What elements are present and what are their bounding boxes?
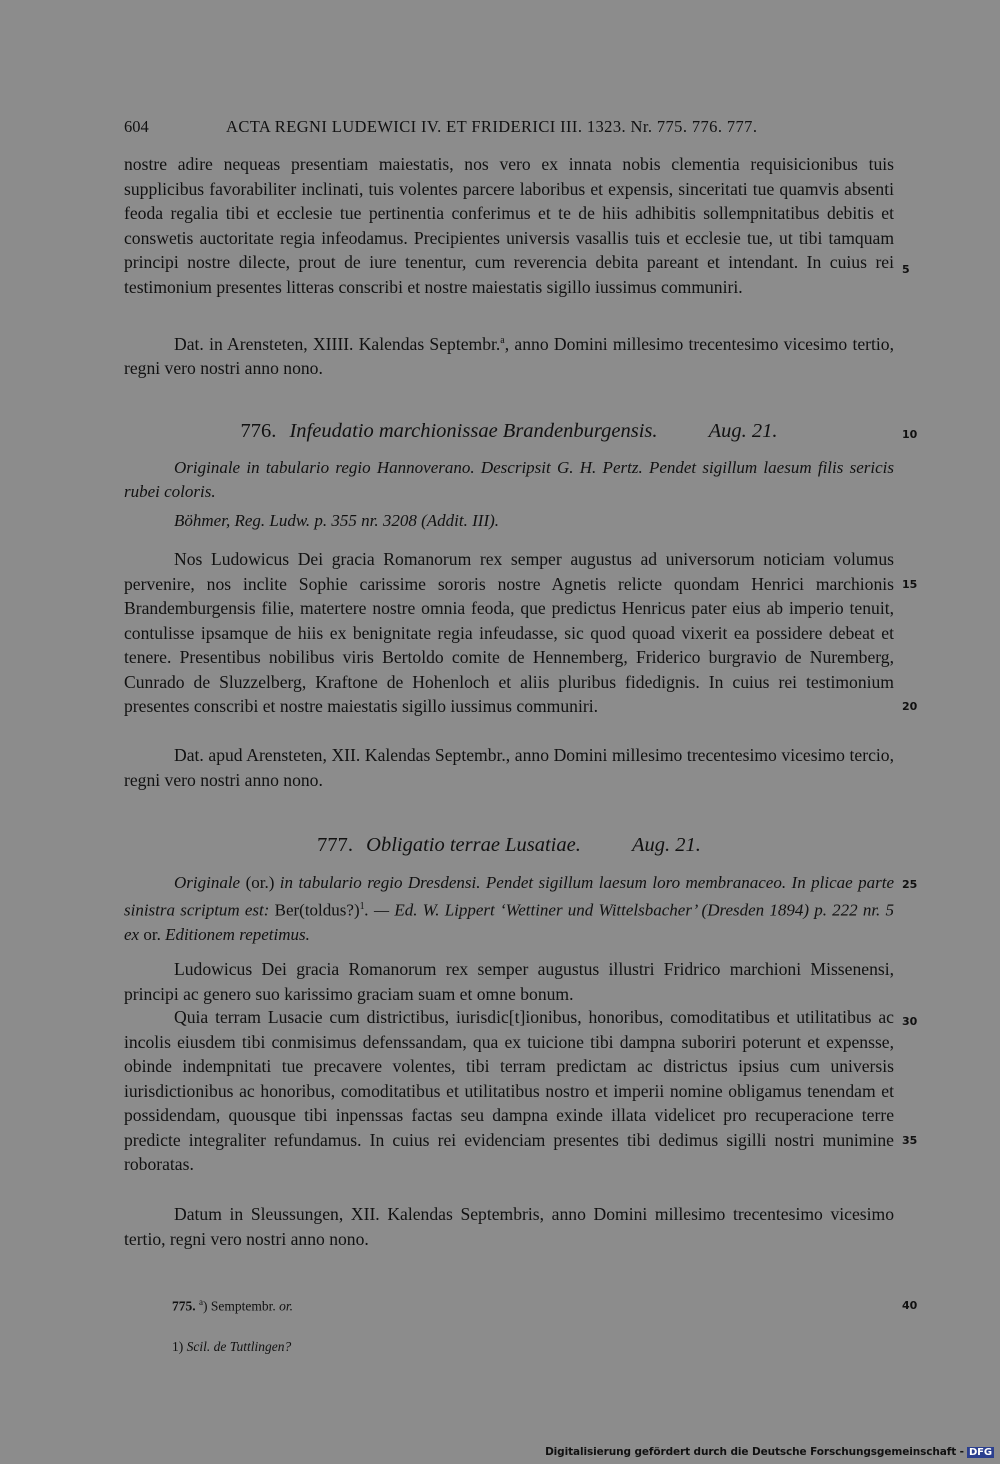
footnote-1-text: Scil. de Tuttlingen?: [186, 1339, 292, 1354]
src-archive: in tabulario regio Dresdensi. Pendet sigillum laesum loro membranaceo. In plicae parte sinistra scriptum est:: [124, 873, 895, 920]
dfg-colophon: [545, 1446, 994, 1458]
src-edition: . — Ed. W. Lippert ‘Wettiner und Wittelsbacher’ (Dresden 1894) p. 222 nr. 5 ex: [124, 900, 894, 944]
footnote-mark-1: 1: [359, 901, 365, 912]
src-bertoldus: Ber(toldus?): [274, 900, 360, 920]
doc777-title: Obligatio terrae Lusatiae.: [366, 834, 581, 856]
doc776-text: Nos Ludowicus Dei gracia Romanorum rex semper augustus ad universorum noticiam volumus pervenire, nos inclite Sophie carissime sororis nostre Agnetis relicte quondam Henrici marchionis Brandemburgensis filie, matertere nostre omnia feoda, que predictus Henricus pater eius ab imperio tenuit, contulisse ipsamque de hiis ex benignitate regia infeudasse, sic quod quoad vixerit ea possidere debeat et tenere. Presentibus nobilibus viris Bertoldo comite de Hennemberg, Friderico burgravio de Nuremberg, Cunrado de Sluzzelberg, Kraftone de Hohenloch et aliis pluribus fidedignis. In cuius rei testimonium presentes conscribi et nostre maiestatis sigillo iussimus communiri.: [124, 549, 894, 716]
doc777-dating: Datum in Sleussungen, XII. Kalendas Septembris, anno Domini millesimo trecentesimo vicesimo tertio, regni vero nostri anno nono.: [124, 1204, 894, 1249]
footnote-a-label: 775.: [172, 1298, 196, 1314]
doc777-date: Aug. 21.: [631, 834, 701, 856]
doc776-source-note: Originale in tabulario regio Hannoverano. Descripsit G. H. Pertz. Pendet sigillum laesum filis sericis rubei coloris.: [124, 458, 894, 501]
footnote-a: [172, 1297, 293, 1315]
footnote-a-text: ) Semptembr.: [203, 1298, 280, 1314]
line-number: 30: [902, 1015, 918, 1028]
doc776-heading: [124, 420, 894, 443]
doc775-dat-pre: Dat. in Arensteten, XIIII. Kalendas Septembr.: [174, 333, 501, 354]
line-number: 20: [902, 700, 918, 713]
doc777-text: Quia terram Lusacie cum districtibus, iurisdic[t]ionibus, honoribus, comoditatibus et utilitatibus ac incolis eiusdem tibi conmisimus defenssandam, qua ex tuicione tibi dampna suboriri poterunt et expensse, obinde indempnitati tue precavere volentes, tibi terram predictam ac districtus ipsius cum universis iurisdictionibus ac honoribus, comoditatibus et utilitatibus nostro et imperii nomine obligamus tenendam et possidendam, quousque tibi inpenssas factas seu dampna exinde illata videlicet pro recuperacione terre predicte integraliter refundamus. In cuius rei evidenciam presentes tibi dedimus sigilli nostri munimine roboratas.: [124, 1007, 894, 1174]
line-number: 5: [902, 263, 910, 276]
doc775-dating: [124, 329, 894, 381]
line-number: 10: [902, 428, 918, 441]
doc777-protocol: Ludowicus Dei gracia Romanorum rex semper augustus illustri Fridrico marchioni Missenensi, principi ac genero suo karissimo graciam suam et omne bonum.: [124, 959, 894, 1004]
doc776-title: Infeudatio marchionissae Brandenburgensis.: [289, 420, 658, 442]
src-or-abbrev: (or.): [245, 873, 275, 892]
footnote-1-mark: 1): [172, 1339, 184, 1354]
footnote-a-or: or.: [279, 1298, 294, 1314]
doc776-date: Aug. 21.: [708, 420, 778, 442]
footnote-1: [172, 1339, 291, 1355]
doc777-number: 777.: [317, 834, 354, 856]
dfg-logo: DFG: [968, 1447, 992, 1458]
doc776-regest: Böhmer, Reg. Ludw. p. 355 nr. 3208 (Addit. III).: [174, 511, 500, 530]
line-number: 15: [902, 578, 918, 591]
src-originale: Originale: [174, 873, 246, 892]
doc777-heading: [124, 834, 894, 857]
footnote-mark-a: a: [500, 335, 505, 346]
line-number: 35: [902, 1134, 918, 1147]
doc775-dat-post: , anno Domini millesimo trecentesimo vicesimo tertio, regni vero nostri anno nono.: [124, 333, 894, 379]
running-title: ACTA REGNI LUDEWICI IV. ET FRIDERICI III. 1323. Nr. 775. 776. 777.: [226, 117, 758, 136]
page-header: [124, 117, 894, 139]
doc775-text: nostre adire nequeas presentiam maiestatis, nos vero ex innata nobis clementia requisicionibus tuis supplicibus favorabiliter inclinati, tuis volentes parcere laboribus et expensis, sinceritati tue quamvis absenti feoda regalia tibi et ecclesie tue pertinentia conferimus et te de hiis adhibitis sollempnitatibus debitis et conswetis auctoritate regia infeodamus. Precipientes universis vasallis tuis et ecclesie tue, ut tibi tamquam principi nostre dilecte, prout de iure tenentur, cum reverencia debita pareant et intendant. In cuius rei testimonium presentes litteras conscribi et nostre maiestatis sigillo iussimus communiri.: [124, 154, 894, 297]
src-or-abbrev-2: or.: [143, 924, 161, 944]
line-number: 40: [902, 1299, 918, 1312]
page-number: 604: [124, 117, 149, 136]
doc776-number: 776.: [240, 420, 277, 442]
footnote-a-mark: a: [199, 1297, 203, 1307]
doc776-dating: Dat. apud Arensteten, XII. Kalendas Septembr., anno Domini millesimo trecentesimo vicesimo tercio, regni vero nostri anno nono.: [124, 745, 894, 790]
doc777-source-note: [124, 871, 894, 947]
src-repetimus: Editionem repetimus.: [160, 924, 310, 944]
line-number: 25: [902, 878, 918, 891]
dfg-colophon-text: Digitalisierung gefördert durch die Deutsche Forschungsgemeinschaft -: [545, 1446, 964, 1458]
